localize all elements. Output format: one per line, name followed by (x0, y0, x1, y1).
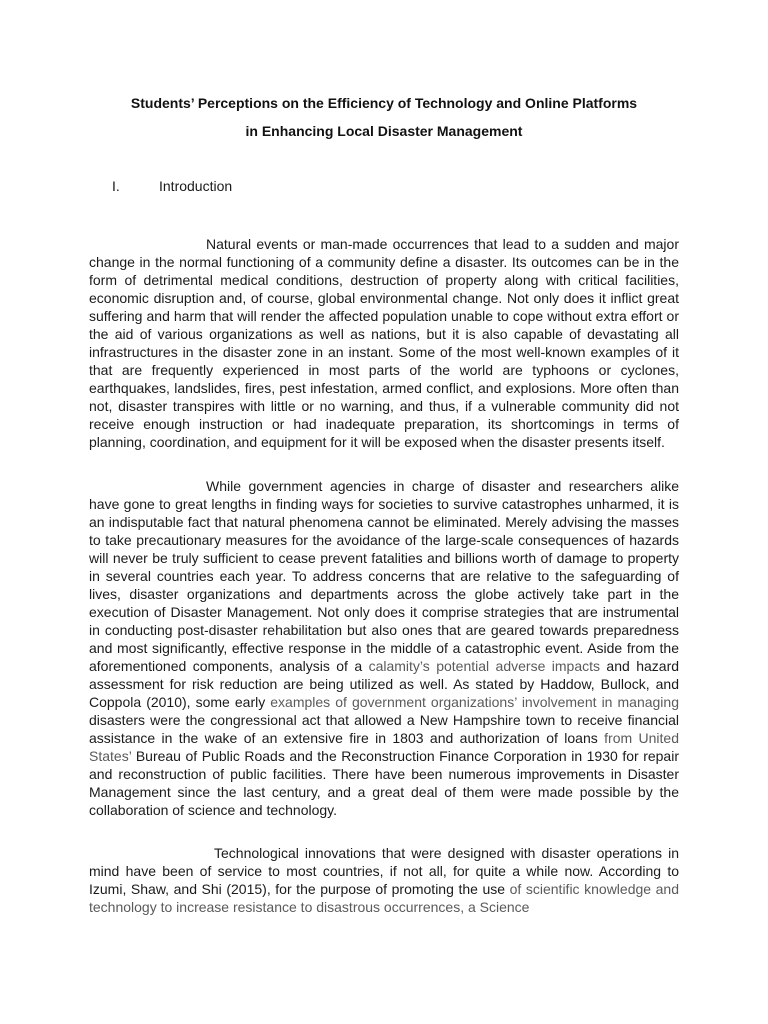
paragraph-2-part-d: Bureau of Public Roads and the Reconstruction Finance Corporation in 1930 for repair and reconstruction of public facilities. There have been numerous improvements in Disaster Management since the last century, and a great deal of them were made possible by the collaboration of science and technology. (89, 748, 679, 818)
paragraph-2-part-b: and hazard assessment for risk reduction are being utilized as well. As stated by Haddow, Bullock, and Coppola (2010), some early (89, 658, 680, 710)
section-heading (112, 177, 232, 195)
paragraph-2 (89, 477, 679, 819)
document-title-line-1: Students’ Perceptions on the Efficiency of Technology and Online Platforms (130, 95, 638, 111)
document-title-line-2: in Enhancing Local Disaster Management (245, 123, 523, 139)
paragraph-3-faint: of scientific knowledge and technology to increase resistance to disastrous occurrences, a Science (89, 881, 679, 915)
paragraph-2-faint-1: calamity’s potential adverse impacts (368, 658, 601, 674)
section-title: Introduction (159, 178, 233, 194)
paragraph-2-part-a: While government agencies in charge of disaster and researchers alike have gone to great lengths in finding ways for societies to survive catastrophes unharmed, it is an indisputable fact that natural phenomena cannot be eliminated. Merely advising the masses to take precautionary measures for the avoidance of the large-scale consequences of hazards will never be truly sufficient to cease prevent fatalities and billions worth of damage to property in several countries each year. To address concerns that are relative to the safeguarding of lives, disaster organizations and departments across the globe actively take part in the execution of Disaster Management. Not only does it comprise strategies that are instrumental in conducting post-disaster rehabilitation but also ones that are geared towards preparedness and most significantly, effective response in the middle of a catastrophic event. Aside from the aforementioned components, analysis of a (89, 478, 679, 674)
section-number: I. (112, 178, 120, 194)
paragraph-2-faint-3: from United States’ (89, 730, 679, 764)
paragraph-3 (89, 844, 679, 916)
paragraph-1: Natural events or man-made occurrences that lead to a sudden and major change in the normal functioning of a community define a disaster. Its outcomes can be in the form of detrimental medical conditions, destruction of property along with critical facilities, economic disruption and, of course, global environmental change. Not only does it inflict great suffering and harm that will render the affected population unable to cope without extra effort or the aid of various organizations as well as nations, but it is also capable of devastating all infrastructures in the disaster zone in an instant. Some of the most well-known examples of it that are frequently experienced in most parts of the world are typhoons or cyclones, earthquakes, landslides, fires, pest infestation, armed conflict, and explosions. More often than not, disaster transpires with little or no warning, and thus, if a vulnerable community did not receive enough instruction or had inadequate preparation, its shortcomings in terms of planning, coordination, and equipment for it will be exposed when the disaster presents itself. (89, 236, 679, 450)
paragraph-2-faint-2: examples of government organizations’ involvement in managing (270, 694, 679, 710)
paragraph-2-part-c: disasters were the congressional act that allowed a New Hampshire town to receive financial assistance in the wake of an extensive fire in 1803 and authorization of loans (89, 712, 679, 746)
paragraph-3-part-a: Technological innovations that were designed with disaster operations in mind have been of service to most countries, if not all, for quite a while now. According to Izumi, Shaw, and Shi (2015), for the purpose of promoting the use (89, 845, 679, 897)
